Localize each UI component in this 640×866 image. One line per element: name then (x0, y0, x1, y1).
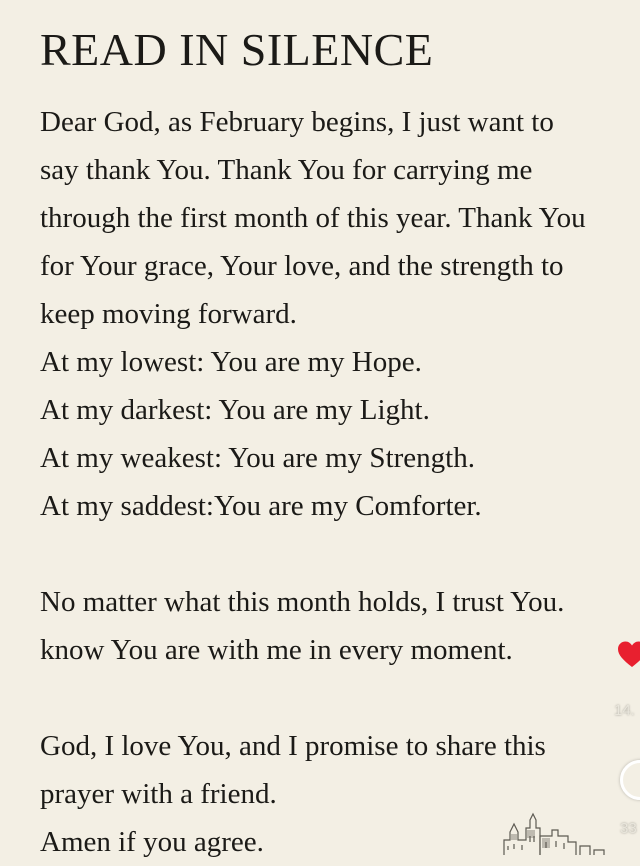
text-line: know You are with me in every moment. (40, 634, 513, 666)
text-line: At my lowest: You are my Hope. (40, 346, 422, 378)
text-line: At my saddest:You are my Comforter. (40, 490, 482, 522)
text-line: keep moving forward. (40, 298, 297, 330)
prayer-text (40, 98, 640, 866)
paragraph-gap (40, 530, 640, 578)
like-count: 14. (614, 702, 635, 719)
text-line: prayer with a friend. (40, 778, 277, 810)
text-line: At my weakest: You are my Strength. (40, 442, 475, 474)
text-line: God, I love You, and I promise to share this (40, 730, 546, 762)
paragraph-gap (40, 674, 640, 722)
text-line: Amen if you agree. (40, 826, 264, 858)
text-line: for Your grace, Your love, and the strength to (40, 250, 564, 282)
text-line: Dear God, as February begins, I just want to (40, 106, 554, 138)
text-line: At my darkest: You are my Light. (40, 394, 430, 426)
castle-sketch-icon (500, 812, 610, 855)
post-title: READ IN SILENCE (40, 24, 434, 75)
heart-icon[interactable] (617, 640, 640, 670)
text-line: through the first month of this year. Thank You (40, 202, 586, 234)
comment-count: 33 (620, 820, 637, 837)
text-line: No matter what this month holds, I trust You. (40, 586, 565, 618)
text-line: say thank You. Thank You for carrying me (40, 154, 533, 186)
